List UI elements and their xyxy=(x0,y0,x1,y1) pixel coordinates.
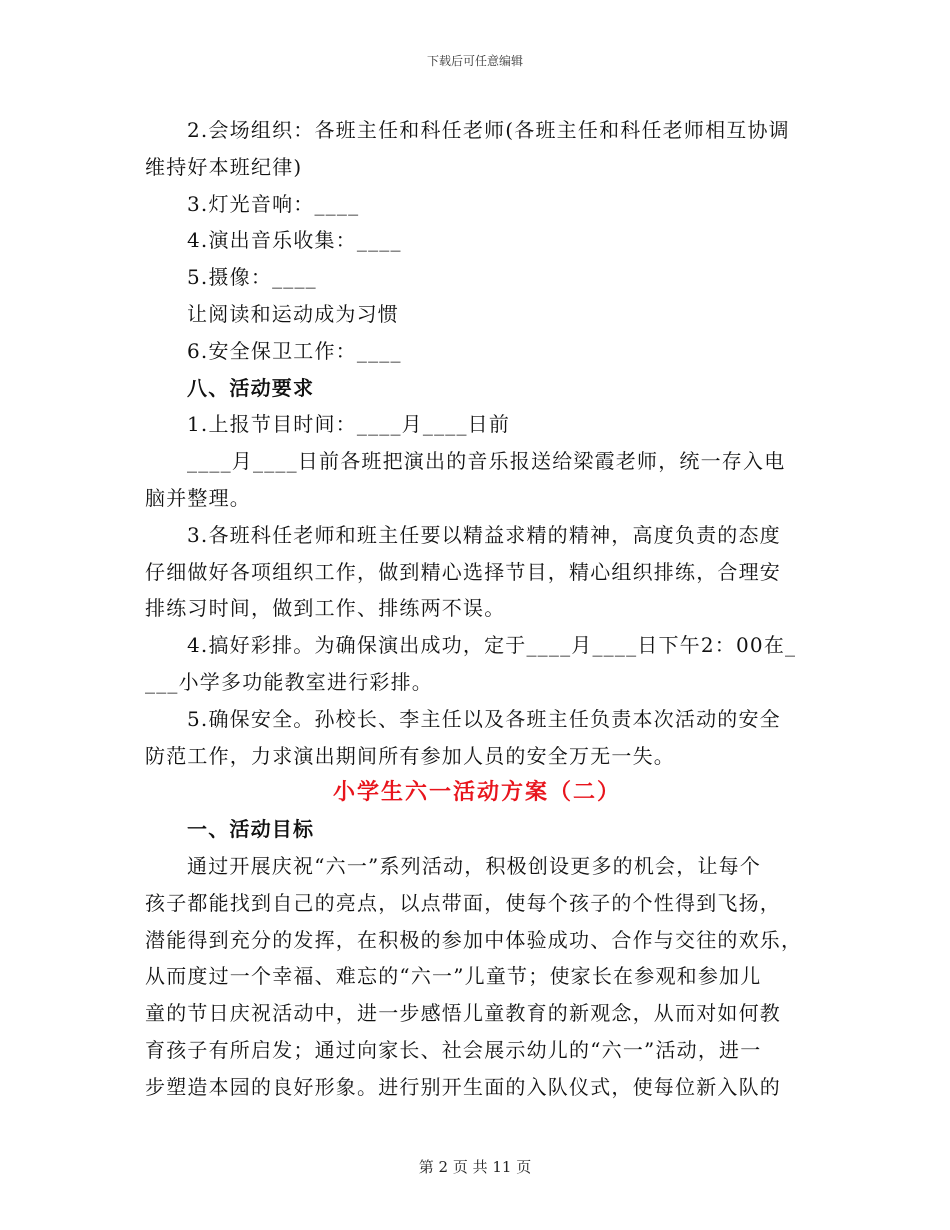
paragraph-line: 2.会场组织：各班主任和科任老师(各班主任和科任老师相互协调 xyxy=(187,118,790,142)
paragraph-line: 1.上报节目时间：____月____日前 xyxy=(187,412,511,437)
paragraph-line: ____月____日前各班把演出的音乐报送给梁霞老师，统一存入电 xyxy=(187,449,786,474)
paragraph-line: 育孩子有所启发；通过向家长、社会展示幼儿的“六一”活动，进一 xyxy=(145,1037,762,1062)
paragraph-line: 从而度过一个幸福、难忘的“六一”儿童节；使家长在参观和参加儿 xyxy=(145,964,762,989)
document-title: 小学生六一活动方案（二） xyxy=(332,779,621,806)
paragraph-line: 4.演出音乐收集：____ xyxy=(187,228,402,253)
paragraph-line: 6.安全保卫工作：____ xyxy=(187,338,402,363)
section-heading: 八、活动要求 xyxy=(187,375,315,400)
paragraph-line: 孩子都能找到自己的亮点，以点带面，使每个孩子的个性得到飞扬， xyxy=(145,890,781,915)
paragraph-line: 排练习时间，做到工作、排练两不误。 xyxy=(145,596,506,621)
paragraph-line: 仔细做好各项组织工作，做到精心选择节目，精心组织排练，合理安 xyxy=(145,559,781,584)
paragraph-line: 维持好本班纪律) xyxy=(145,154,303,179)
paragraph-line: 5.确保安全。孙校长、李主任以及各班主任负责本次活动的安全 xyxy=(187,706,781,731)
section-heading: 一、活动目标 xyxy=(187,817,315,842)
paragraph-line: 4.搞好彩排。为确保演出成功，定于____月____日下午2：00在_ xyxy=(187,633,797,658)
paragraph-line: 3.各班科任老师和班主任要以精益求精的精神，高度负责的态度 xyxy=(187,522,781,547)
paragraph-line: 让阅读和运动成为习惯 xyxy=(187,301,399,326)
paragraph-line: 通过开展庆祝“六一”系列活动，积极创设更多的机会，让每个 xyxy=(187,853,762,878)
paragraph-line: 步塑造本园的良好形象。进行别开生面的入队仪式，使每位新入队的 xyxy=(145,1074,781,1099)
paragraph-line: ___小学多功能教室进行彩排。 xyxy=(145,669,433,694)
paragraph-line: 防范工作，力求演出期间所有参加人员的安全万无一失。 xyxy=(145,743,675,768)
page-header: 下载后可任意编辑 xyxy=(426,54,523,68)
paragraph-line: 脑并整理。 xyxy=(145,485,251,510)
paragraph-line: 潜能得到充分的发挥，在积极的参加中体验成功、合作与交往的欢乐， xyxy=(145,927,803,952)
paragraph-line: 3.灯光音响：____ xyxy=(187,191,360,216)
paragraph-line: 童的节日庆祝活动中，进一步感悟儿童教育的新观念，从而对如何教 xyxy=(145,1001,781,1026)
document-body xyxy=(145,112,809,1106)
page-footer: 第 2 页 共 11 页 xyxy=(418,1158,532,1176)
paragraph-line: 5.摄像：____ xyxy=(187,265,317,290)
